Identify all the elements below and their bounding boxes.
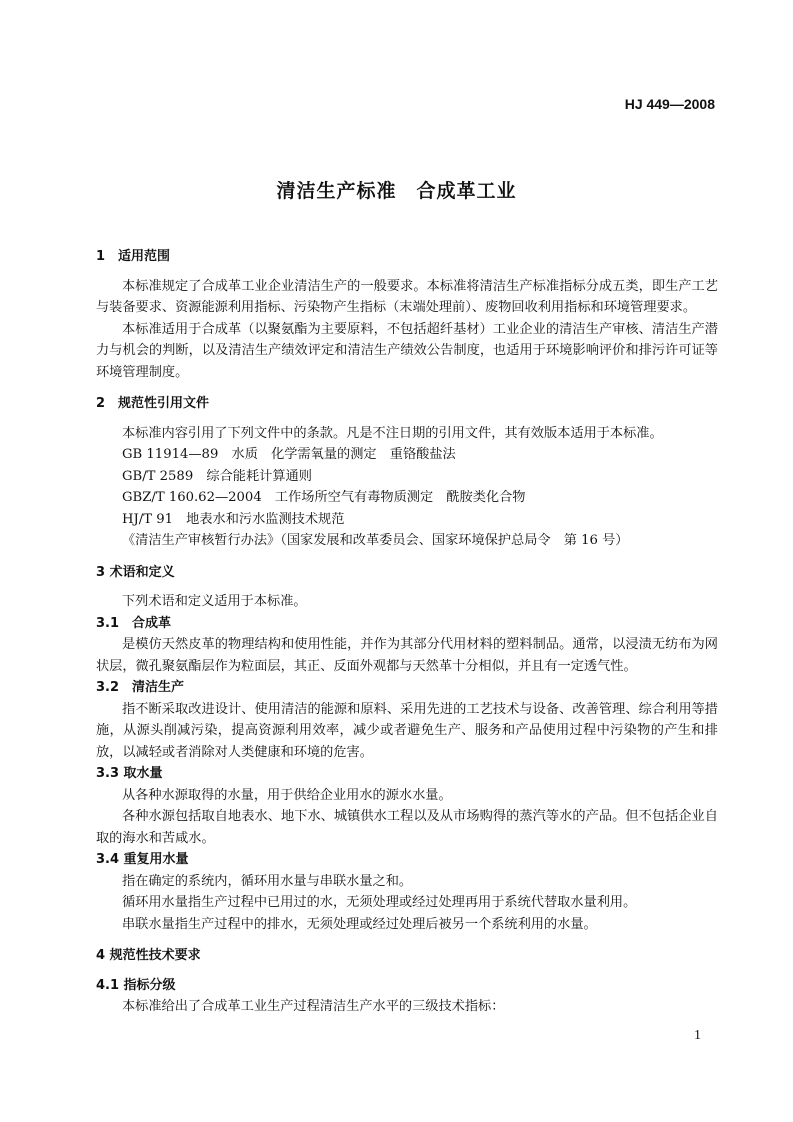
document-title: 清洁生产标准 合成革工业 <box>276 180 517 202</box>
paragraph: 是模仿天然皮革的物理结构和使用性能，并作为其部分代用材料的塑料制品。通常，以浸渍无纺布为网状层，微孔聚氨酯层作为粒面层，其正、反面外观都与天然革十分相似，并且有一定透气性。 <box>96 637 718 674</box>
paragraph: 本标准给出了合成革工业生产过程清洁生产水平的三级技术指标： <box>122 999 505 1014</box>
reference-item: GB/T 2589 综合能耗计算通则 <box>122 468 312 484</box>
standard-number: HJ 449—2008 <box>624 96 715 112</box>
paragraph: 从各种水源取得的水量，用于供给企业用水的源水水量。 <box>122 787 452 803</box>
paragraph: 指在确定的系统内，循环用水量与串联水量之和。 <box>122 873 413 889</box>
paragraph: 循环用水量指生产过程中已用过的水，无须处理或经过处理再用于系统代替取水量利用。 <box>122 895 637 910</box>
reference-item: GBZ/T 160.62—2004 工作场所空气有毒物质测定 酰胺类化合物 <box>122 490 526 505</box>
reference-item: HJ/T 91 地表水和污水监测技术规范 <box>122 511 345 527</box>
reference-item: 《清洁生产审核暂行办法》（国家发展和改革委员会、国家环境保护总局令 第 16 号） <box>122 533 629 548</box>
paragraph: 各种水源包括取自地表水、地下水、城镇供水工程以及从市场购得的蒸汽等水的产品。但不包括企业自取的海水和苦咸水。 <box>96 809 718 846</box>
paragraph: 本标准规定了合成革工业企业清洁生产的一般要求。本标准将清洁生产标准指标分成五类，即生产工艺与装备要求、资源能源利用指标、污染物产生指标（末端处理前）、废物回收利用指标和环境管理要求。 <box>96 278 718 315</box>
subsection-4-1-heading: 4.1 指标分级 <box>96 977 176 993</box>
paragraph: 本标准内容引用了下列文件中的条款。凡是不注日期的引用文件，其有效版本适用于本标准。 <box>122 425 663 441</box>
section-4-heading: 4 规范性技术要求 <box>96 948 201 963</box>
document-body <box>96 246 718 1018</box>
subsection-3-3-heading: 3.3 取水量 <box>96 766 163 781</box>
subsection-3-2-heading: 3.2 清洁生产 <box>96 680 185 695</box>
section-3-heading: 3 术语和定义 <box>96 564 175 580</box>
subsection-3-4-heading: 3.4 重复用水量 <box>96 852 189 867</box>
section-1-heading: 1 适用范围 <box>96 249 171 264</box>
reference-item: GB 11914—89 水质 化学需氧量的测定 重铬酸盐法 <box>122 447 456 462</box>
paragraph: 指不断采取改进设计、使用清洁的能源和原料、采用先进的工艺技术与设备、改善管理、综合利用等措施，从源头削减污染，提高资源利用效率，减少或者避免生产、服务和产品使用过程中污染物的产生和排放，以减轻或者消除对人类健康和环境的危害。 <box>96 701 718 760</box>
paragraph: 下列术语和定义适用于本标准。 <box>122 594 307 609</box>
paragraph: 串联水量指生产过程中的排水，无须处理或经过处理后被另一个系统利用的水量。 <box>122 916 597 932</box>
section-2-heading: 2 规范性引用文件 <box>96 396 210 411</box>
paragraph: 本标准适用于合成革（以聚氨酯为主要原料，不包括超纤基材）工业企业的清洁生产审核、清洁生产潜力与机会的判断，以及清洁生产绩效评定和清洁生产绩效公告制度，也适用于环境影响评价和排污许可证等环境管理制度。 <box>96 321 718 380</box>
page-number: 1 <box>694 1028 701 1043</box>
subsection-3-1-heading: 3.1 合成革 <box>96 615 172 631</box>
